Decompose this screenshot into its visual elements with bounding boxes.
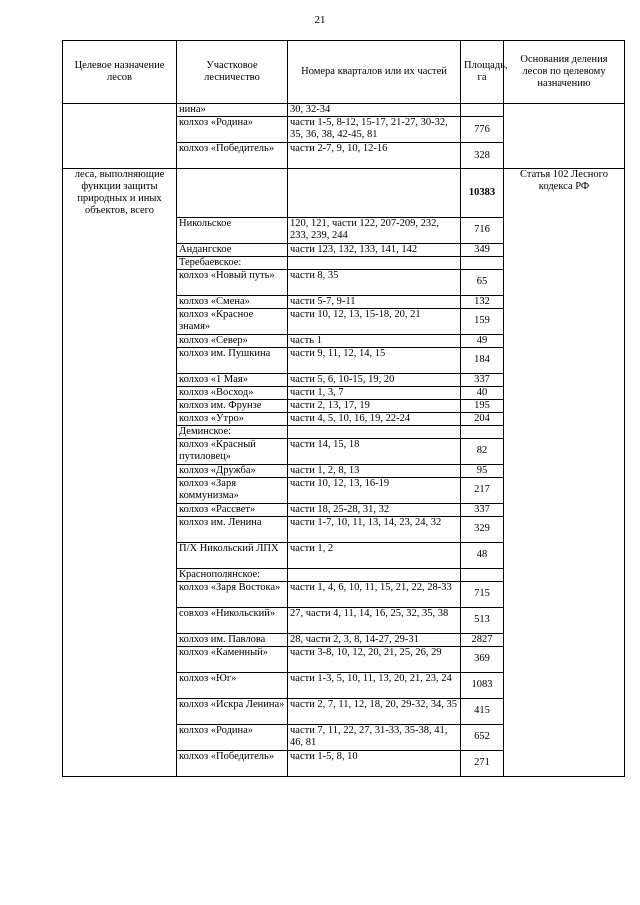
- quarters-cell: части 123, 132, 133, 141, 142: [288, 243, 461, 256]
- purpose-cell-continued: [63, 607, 177, 633]
- basis-cell-continued: [504, 542, 625, 568]
- table-header-row: [63, 41, 625, 104]
- area-cell: [461, 568, 504, 581]
- area-cell: 349: [461, 243, 504, 256]
- purpose-cell-continued: [63, 334, 177, 347]
- table-row: [63, 646, 625, 672]
- table-row: [63, 425, 625, 438]
- area-cell: [461, 104, 504, 117]
- quarters-cell: [288, 568, 461, 581]
- table-row: [63, 464, 625, 477]
- table-row: [63, 104, 625, 117]
- area-cell: 82: [461, 438, 504, 464]
- quarters-cell: части 2, 7, 11, 12, 18, 20, 29-32, 34, 35: [288, 698, 461, 724]
- purpose-cell-continued: [63, 633, 177, 646]
- table-body: [63, 104, 625, 777]
- area-cell: 369: [461, 646, 504, 672]
- table-row: [63, 308, 625, 334]
- quarters-cell: части 1, 2, 8, 13: [288, 464, 461, 477]
- header-basis: Основания деления лесов по целевому назначению: [504, 41, 625, 104]
- forestry-cell: колхоз «Каменный»: [177, 646, 288, 672]
- table-row: [63, 243, 625, 256]
- purpose-cell-continued: [63, 503, 177, 516]
- area-cell: 195: [461, 399, 504, 412]
- forestry-cell: колхоз им. Павлова: [177, 633, 288, 646]
- table-row: [63, 347, 625, 373]
- purpose-cell: леса, выполняющие функции защиты природных и иных объектов, всего: [63, 169, 177, 218]
- forestry-cell: колхоз «1 Мая»: [177, 373, 288, 386]
- basis-cell-continued: [504, 425, 625, 438]
- forestry-cell: Андангское: [177, 243, 288, 256]
- forestry-cell: колхоз «Победитель»: [177, 143, 288, 169]
- forestry-cell: колхоз «Восход»: [177, 386, 288, 399]
- area-cell: 204: [461, 412, 504, 425]
- table-row: [63, 516, 625, 542]
- basis-cell-empty: [504, 104, 625, 169]
- quarters-cell: части 1-5, 8-12, 15-17, 21-27, 30-32, 35, 36, 38, 42-45, 81: [288, 117, 461, 143]
- forestry-cell: П/Х Никольский ЛПХ: [177, 542, 288, 568]
- forestry-cell: колхоз им. Фрунзе: [177, 399, 288, 412]
- purpose-cell-continued: [63, 750, 177, 776]
- purpose-cell-continued: [63, 581, 177, 607]
- area-cell: 328: [461, 143, 504, 169]
- purpose-cell-continued: [63, 373, 177, 386]
- purpose-cell-continued: [63, 646, 177, 672]
- purpose-cell-continued: [63, 412, 177, 425]
- basis-cell-continued: [504, 724, 625, 750]
- header-forestry: Участковое лесничество: [177, 41, 288, 104]
- area-cell: 652: [461, 724, 504, 750]
- area-cell: 1083: [461, 672, 504, 698]
- purpose-cell-continued: [63, 308, 177, 334]
- quarters-cell: части 1-7, 10, 11, 13, 14, 23, 24, 32: [288, 516, 461, 542]
- forestry-cell: колхоз «Север»: [177, 334, 288, 347]
- header-purpose: Целевое назначение лесов: [63, 41, 177, 104]
- forest-purpose-table: [62, 40, 625, 777]
- area-cell: 716: [461, 217, 504, 243]
- basis-cell-continued: [504, 568, 625, 581]
- area-cell: 40: [461, 386, 504, 399]
- table-row: [63, 672, 625, 698]
- basis-cell-continued: [504, 503, 625, 516]
- area-cell: 513: [461, 607, 504, 633]
- forestry-cell: колхоз «Родина»: [177, 117, 288, 143]
- basis-cell-continued: [504, 477, 625, 503]
- quarters-cell: части 1, 4, 6, 10, 11, 15, 21, 22, 28-33: [288, 581, 461, 607]
- table-row: [63, 724, 625, 750]
- quarters-cell: 30, 32-34: [288, 104, 461, 117]
- basis-cell-continued: [504, 633, 625, 646]
- forestry-cell: колхоз «Заря Востока»: [177, 581, 288, 607]
- purpose-cell-continued: [63, 464, 177, 477]
- area-cell: 48: [461, 542, 504, 568]
- forestry-cell: колхоз «Дружба»: [177, 464, 288, 477]
- purpose-cell-continued: [63, 425, 177, 438]
- purpose-cell-continued: [63, 724, 177, 750]
- forestry-cell: совхоз «Никольский»: [177, 607, 288, 633]
- basis-cell-continued: [504, 386, 625, 399]
- table-row: [63, 256, 625, 269]
- basis-cell-continued: [504, 334, 625, 347]
- basis-cell-continued: [504, 581, 625, 607]
- forestry-cell: Теребаевское:: [177, 256, 288, 269]
- purpose-cell-continued: [63, 568, 177, 581]
- basis-cell-continued: [504, 438, 625, 464]
- area-cell: 217: [461, 477, 504, 503]
- quarters-cell: части 8, 35: [288, 269, 461, 295]
- basis-cell-continued: [504, 373, 625, 386]
- table-row: [63, 581, 625, 607]
- purpose-cell-continued: [63, 542, 177, 568]
- forestry-cell: колхоз «Рассвет»: [177, 503, 288, 516]
- forestry-cell: колхоз «Утро»: [177, 412, 288, 425]
- area-cell: 184: [461, 347, 504, 373]
- forestry-cell: нина»: [177, 104, 288, 117]
- table-row: [63, 295, 625, 308]
- area-cell: 329: [461, 516, 504, 542]
- forestry-cell: колхоз им. Ленина: [177, 516, 288, 542]
- table-row: [63, 373, 625, 386]
- section-total-row: [63, 169, 625, 218]
- basis-cell-continued: [504, 256, 625, 269]
- purpose-cell-continued: [63, 438, 177, 464]
- header-quarters: Номера кварталов или их частей: [288, 41, 461, 104]
- area-cell: [461, 256, 504, 269]
- quarters-cell: части 2-7, 9, 10, 12-16: [288, 143, 461, 169]
- purpose-cell-continued: [63, 256, 177, 269]
- basis-cell-continued: [504, 412, 625, 425]
- basis-cell-continued: [504, 672, 625, 698]
- area-cell: 95: [461, 464, 504, 477]
- area-cell: [461, 425, 504, 438]
- header-area: Площадь, га: [461, 41, 504, 104]
- quarters-cell: части 2, 13, 17, 19: [288, 399, 461, 412]
- table-row: [63, 698, 625, 724]
- quarters-cell: части 1, 3, 7: [288, 386, 461, 399]
- basis-cell-continued: [504, 308, 625, 334]
- purpose-cell-continued: [63, 347, 177, 373]
- forestry-cell: колхоз «Красный путиловец»: [177, 438, 288, 464]
- area-cell: 49: [461, 334, 504, 347]
- area-cell: 415: [461, 698, 504, 724]
- basis-cell-continued: [504, 464, 625, 477]
- basis-cell-continued: [504, 698, 625, 724]
- table-row: [63, 477, 625, 503]
- table-row: [63, 568, 625, 581]
- quarters-cell: части 1-5, 8, 10: [288, 750, 461, 776]
- area-cell: 271: [461, 750, 504, 776]
- quarters-cell: 27, части 4, 11, 14, 16, 25, 32, 35, 38: [288, 607, 461, 633]
- purpose-cell-continued: [63, 269, 177, 295]
- table-row: [63, 217, 625, 243]
- forestry-cell: колхоз «Искра Ленина»: [177, 698, 288, 724]
- area-cell: 65: [461, 269, 504, 295]
- quarters-cell: части 1-3, 5, 10, 11, 13, 20, 21, 23, 24: [288, 672, 461, 698]
- forestry-cell: колхоз им. Пушкина: [177, 347, 288, 373]
- total-area-cell: 10383: [461, 169, 504, 218]
- quarters-cell: части 5, 6, 10-15, 19, 20: [288, 373, 461, 386]
- quarters-cell: части 10, 12, 13, 16-19: [288, 477, 461, 503]
- forestry-cell: колхоз «Заря коммунизма»: [177, 477, 288, 503]
- basis-cell-continued: [504, 750, 625, 776]
- area-cell: 715: [461, 581, 504, 607]
- quarters-cell: часть 1: [288, 334, 461, 347]
- forestry-cell: колхоз «Родина»: [177, 724, 288, 750]
- basis-cell-continued: [504, 516, 625, 542]
- quarters-cell: части 10, 12, 13, 15-18, 20, 21: [288, 308, 461, 334]
- table-row: [63, 386, 625, 399]
- purpose-cell-continued: [63, 243, 177, 256]
- quarters-cell: части 18, 25-28, 31, 32: [288, 503, 461, 516]
- area-cell: 776: [461, 117, 504, 143]
- purpose-cell-continued: [63, 672, 177, 698]
- table-row: [63, 412, 625, 425]
- purpose-cell-continued: [63, 295, 177, 308]
- quarters-cell: части 3-8, 10, 12, 20, 21, 25, 26, 29: [288, 646, 461, 672]
- quarters-cell: части 1, 2: [288, 542, 461, 568]
- forestry-cell: колхоз «Новый путь»: [177, 269, 288, 295]
- table-row: [63, 399, 625, 412]
- purpose-cell-continued: [63, 386, 177, 399]
- basis-cell-continued: [504, 607, 625, 633]
- table-row: [63, 334, 625, 347]
- forestry-cell: колхоз «Юг»: [177, 672, 288, 698]
- forestry-cell: колхоз «Смена»: [177, 295, 288, 308]
- basis-cell-continued: [504, 646, 625, 672]
- area-cell: 132: [461, 295, 504, 308]
- basis-cell-continued: [504, 243, 625, 256]
- quarters-cell: части 4, 5, 10, 16, 19, 22-24: [288, 412, 461, 425]
- area-cell: 2827: [461, 633, 504, 646]
- purpose-cell-continued: [63, 399, 177, 412]
- purpose-cell-continued: [63, 477, 177, 503]
- quarters-cell: части 5-7, 9-11: [288, 295, 461, 308]
- quarters-cell: [288, 425, 461, 438]
- purpose-cell-continued: [63, 698, 177, 724]
- forestry-cell: Никольское: [177, 217, 288, 243]
- quarters-cell: части 14, 15, 18: [288, 438, 461, 464]
- table-row: [63, 633, 625, 646]
- table-row: [63, 607, 625, 633]
- quarters-cell: части 9, 11, 12, 14, 15: [288, 347, 461, 373]
- forestry-cell: Деминское:: [177, 425, 288, 438]
- purpose-cell-continued: [63, 516, 177, 542]
- basis-cell-continued: [504, 399, 625, 412]
- basis-cell: Статья 102 Лесного кодекса РФ: [504, 169, 625, 218]
- area-cell: 159: [461, 308, 504, 334]
- quarters-cell: [288, 256, 461, 269]
- table-row: [63, 542, 625, 568]
- forestry-cell: колхоз «Красное знамя»: [177, 308, 288, 334]
- table-row: [63, 438, 625, 464]
- forestry-cell-empty: [177, 169, 288, 218]
- area-cell: 337: [461, 373, 504, 386]
- basis-cell-continued: [504, 347, 625, 373]
- page-number: 21: [314, 14, 326, 26]
- basis-cell-continued: [504, 269, 625, 295]
- table-row: [63, 750, 625, 776]
- purpose-cell-empty: [63, 104, 177, 169]
- table-row: [63, 503, 625, 516]
- basis-cell-continued: [504, 217, 625, 243]
- basis-cell-continued: [504, 295, 625, 308]
- table-row: [63, 269, 625, 295]
- quarters-cell: части 7, 11, 22, 27, 31-33, 35-38, 41, 46, 81: [288, 724, 461, 750]
- quarters-cell: 120, 121, части 122, 207-209, 232, 233, 239, 244: [288, 217, 461, 243]
- purpose-cell-continued: [63, 217, 177, 243]
- quarters-cell-empty: [288, 169, 461, 218]
- quarters-cell: 28, части 2, 3, 8, 14-27, 29-31: [288, 633, 461, 646]
- forestry-cell: Краснополянское:: [177, 568, 288, 581]
- forestry-cell: колхоз «Победитель»: [177, 750, 288, 776]
- area-cell: 337: [461, 503, 504, 516]
